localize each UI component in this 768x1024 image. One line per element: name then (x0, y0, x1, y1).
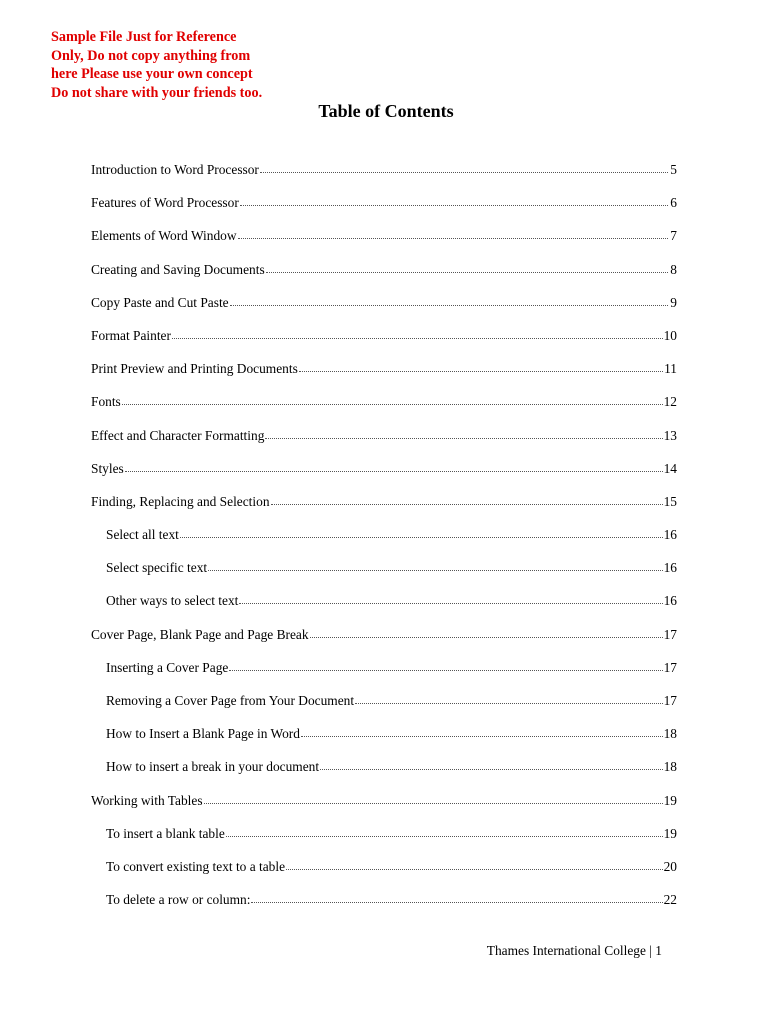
toc-entry[interactable] (91, 226, 677, 259)
toc-dot-leader (286, 857, 663, 871)
toc-subentry[interactable] (91, 658, 677, 691)
toc-subentry[interactable] (91, 558, 677, 591)
toc-dot-leader (251, 890, 662, 904)
toc-dot-leader (266, 260, 668, 274)
toc-page-number[interactable]: 12 (663, 394, 677, 410)
toc-subentry[interactable] (91, 857, 677, 890)
table-of-contents (91, 160, 677, 923)
toc-entry[interactable] (91, 492, 677, 525)
toc-page-number[interactable]: 15 (663, 493, 677, 509)
toc-page-number[interactable]: 19 (663, 792, 677, 808)
toc-dot-leader (208, 558, 662, 572)
toc-dot-leader (238, 226, 668, 240)
toc-entry-label[interactable]: How to insert a break in your document (106, 759, 320, 775)
toc-page-number[interactable]: 9 (670, 294, 677, 310)
toc-subentry[interactable] (91, 525, 677, 558)
toc-entry-label[interactable]: Cover Page, Blank Page and Page Break (91, 626, 309, 642)
toc-page-number[interactable]: 17 (663, 626, 677, 642)
toc-subentry[interactable] (91, 691, 677, 724)
toc-dot-leader (204, 791, 663, 805)
toc-entry-label[interactable]: Select specific text (106, 560, 208, 576)
toc-entry-label[interactable]: Styles (91, 460, 124, 476)
toc-entry[interactable] (91, 625, 677, 658)
notice-line: Sample File Just for Reference (51, 29, 237, 45)
toc-page-number[interactable]: 19 (663, 825, 677, 841)
toc-entry-label[interactable]: Removing a Cover Page from Your Document (106, 693, 355, 708)
toc-page-number[interactable]: 11 (664, 361, 677, 377)
toc-page-number[interactable]: 7 (670, 228, 677, 244)
reference-notice (51, 28, 262, 102)
toc-dot-leader (271, 492, 663, 506)
notice-line: Do not share with your friends too. (51, 84, 263, 101)
toc-entry-label[interactable]: Effect and Character Formatting (91, 427, 265, 443)
toc-entry-label[interactable]: Creating and Saving Documents (91, 261, 265, 277)
toc-entry[interactable] (91, 359, 677, 392)
toc-dot-leader (172, 326, 663, 340)
toc-entry-label[interactable]: Inserting a Cover Page (106, 659, 229, 675)
page-footer: Thames International College | 1 (486, 943, 662, 958)
notice-line: here Please use your own concept (51, 66, 253, 82)
toc-page-number[interactable]: 16 (663, 527, 677, 543)
toc-entry[interactable] (91, 260, 677, 293)
toc-dot-leader (230, 293, 668, 307)
toc-entry-label[interactable]: Fonts (91, 394, 121, 410)
toc-entry[interactable] (91, 326, 677, 359)
toc-entry-label[interactable]: Elements of Word Window (91, 228, 237, 244)
toc-entry-label[interactable]: Copy Paste and Cut Paste (91, 294, 229, 310)
toc-entry[interactable] (91, 791, 677, 824)
toc-entry-label[interactable]: Features of Word Processor (91, 195, 239, 211)
toc-entry-label[interactable]: To insert a blank table (106, 825, 225, 841)
toc-entry[interactable] (91, 160, 677, 193)
toc-dot-leader (226, 824, 663, 838)
toc-entry[interactable] (91, 293, 677, 326)
toc-page-number[interactable]: 8 (670, 261, 677, 277)
toc-page-number[interactable]: 17 (663, 693, 677, 708)
toc-entry-label[interactable]: How to Insert a Blank Page in Word (106, 726, 300, 742)
toc-subentry[interactable] (91, 890, 677, 923)
toc-dot-leader (260, 160, 668, 174)
toc-page-number[interactable]: 18 (663, 759, 677, 775)
toc-dot-leader (122, 392, 663, 406)
toc-page-number[interactable]: 16 (663, 593, 677, 609)
toc-entry-label[interactable]: Select all text (106, 527, 179, 543)
toc-dot-leader (301, 724, 663, 738)
toc-dot-leader (320, 757, 663, 771)
toc-subentry[interactable] (91, 591, 677, 624)
toc-entry-label[interactable]: Print Preview and Printing Documents (91, 361, 298, 377)
toc-dot-leader (229, 658, 662, 672)
toc-entry-label[interactable]: Introduction to Word Processor (91, 162, 259, 177)
toc-page-number[interactable]: 18 (663, 726, 677, 742)
toc-page-number[interactable]: 6 (670, 195, 677, 211)
toc-dot-leader (180, 525, 663, 539)
toc-entry[interactable] (91, 459, 677, 492)
toc-page-number[interactable]: 14 (663, 460, 677, 476)
toc-entry[interactable] (91, 193, 677, 226)
toc-dot-leader (239, 591, 662, 605)
toc-page-number[interactable]: 17 (663, 659, 677, 675)
toc-subentry[interactable] (91, 757, 677, 790)
toc-entry-label[interactable]: To convert existing text to a table (106, 858, 286, 874)
notice-line: Only, Do not copy anything from (51, 47, 251, 64)
toc-subentry[interactable] (91, 824, 677, 857)
toc-dot-leader (310, 625, 663, 639)
toc-dot-leader (299, 359, 663, 373)
toc-entry-label[interactable]: Finding, Replacing and Selection (91, 493, 270, 509)
toc-subentry[interactable] (91, 724, 677, 757)
toc-entry-label[interactable]: Other ways to select text (106, 593, 239, 609)
toc-dot-leader (355, 691, 663, 705)
toc-page-number[interactable]: 22 (663, 892, 677, 908)
toc-page-number[interactable]: 20 (663, 858, 677, 874)
toc-dot-leader (240, 193, 668, 207)
toc-entry-label[interactable]: Format Painter (91, 327, 171, 343)
toc-entry[interactable] (91, 392, 677, 425)
toc-heading: Table of Contents (318, 101, 454, 121)
toc-dot-leader (265, 426, 662, 440)
toc-page-number[interactable]: 10 (663, 327, 677, 343)
toc-entry-label[interactable]: To delete a row or column: (106, 892, 251, 908)
toc-entry-label[interactable]: Working with Tables (91, 792, 203, 808)
toc-page-number[interactable]: 5 (670, 162, 677, 177)
toc-page-number[interactable]: 16 (663, 560, 677, 576)
toc-dot-leader (125, 459, 663, 473)
toc-page-number[interactable]: 13 (663, 427, 677, 443)
toc-entry[interactable] (91, 426, 677, 459)
